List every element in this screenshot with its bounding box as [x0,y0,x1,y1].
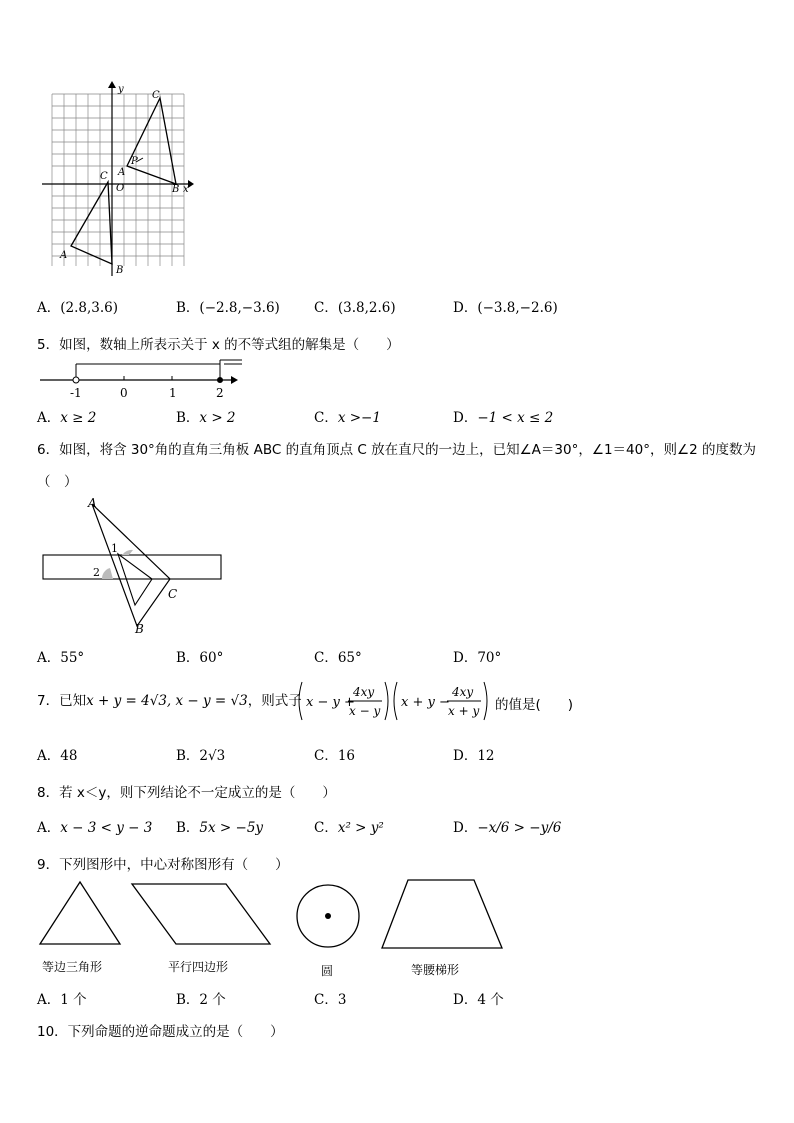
q6-stem-paren: （ ） [37,474,78,490]
q4-option-d[interactable]: D．(−3.8,−2.6) [453,300,558,316]
q4-option-b[interactable]: B．(−2.8,−3.6) [176,300,280,316]
q6-option-a[interactable]: A．55° [37,650,85,666]
isosceles-trapezoid-shape [382,880,502,948]
equilateral-triangle-shape [40,882,120,944]
q6-option-c[interactable]: C．65° [314,650,362,666]
q6-label-1: 1 [111,542,118,555]
q4-label-O: O [116,183,125,194]
svg-text:x − y +: x − y + [306,695,355,710]
q4-grid-figure [38,78,198,280]
q7-option-a[interactable]: A．48 [37,748,78,764]
q9-shape-label-parallelogram: 平行四边形 [168,960,229,974]
q4-label-B1: B [116,265,124,276]
q5-tick-0: 0 [120,386,128,400]
q4-label-x: x [183,184,189,195]
q4-option-c[interactable]: C．(3.8,2.6) [314,300,396,316]
q4-label-P: P [131,156,138,167]
q4-label-C: C [152,90,160,101]
q8-option-d[interactable]: D．−x/6 > −y/6 [453,820,562,836]
q5-option-b[interactable]: B．x > 2 [176,410,236,426]
q4-label-C1: C [100,171,108,182]
q5-tick-1: 1 [169,386,177,400]
q9-shapes-figure [36,876,526,952]
q9-shape-label-circle: 圆 [321,964,334,978]
q7-stem [37,681,302,721]
q7-suffix: 的值是( ) [495,697,574,713]
q6-option-b[interactable]: B．60° [176,650,224,666]
q4-label-y: y [118,84,124,95]
q9-stem: 9．下列图形中，中心对称图形有（ ） [37,857,289,873]
q6-label-A: A [88,496,97,510]
svg-text:x + y: x + y [448,704,480,718]
q8-option-c[interactable]: C．x² > y² [314,820,384,836]
q7-option-d[interactable]: D．12 [453,748,495,764]
q5-tick-neg1: -1 [70,386,82,400]
q5-option-a[interactable]: A．x ≥ 2 [37,410,97,426]
q6-label-2: 2 [93,566,100,579]
svg-text:x − y: x − y [349,704,381,718]
q7-condition: x + y = 4√3, x − y = √3 [86,693,248,709]
q6-option-d[interactable]: D．70° [453,650,502,666]
svg-text:4xy: 4xy [353,685,375,699]
svg-text:4xy: 4xy [452,685,474,699]
q7-expression [296,680,494,722]
q10-stem: 10．下列命题的逆命题成立的是（ ） [37,1024,284,1040]
q9-option-a[interactable]: A．1 个 [37,992,87,1008]
q4-label-A1: A [60,250,68,261]
q9-shape-label-trapezoid: 等腰梯形 [411,963,460,977]
q7-prefix: 7．已知 [37,693,87,709]
q5-stem: 5．如图，数轴上所表示关于 x 的不等式组的解集是（ ） [37,337,400,353]
q7-mid: ，则式子 [247,693,302,709]
q8-option-a[interactable]: A．x − 3 < y − 3 [37,820,153,836]
q6-label-B: B [135,622,144,636]
q9-option-c[interactable]: C．3 [314,992,347,1008]
q8-option-b[interactable]: B．5x > −5y [176,820,264,836]
q7-option-c[interactable]: C．16 [314,748,356,764]
q4-label-B: B [172,184,180,195]
q9-option-d[interactable]: D．4 个 [453,992,504,1008]
q7-option-b[interactable]: B．2√3 [176,748,226,764]
q6-ruler-triangle-figure [40,494,230,636]
q5-tick-2: 2 [216,386,224,400]
q5-option-d[interactable]: D．−1 < x ≤ 2 [453,410,554,426]
parallelogram-shape [132,884,270,944]
q8-stem: 8．若 x＜y，则下列结论不一定成立的是（ ） [37,785,336,801]
q9-option-b[interactable]: B．2 个 [176,992,226,1008]
q6-label-C: C [168,587,178,601]
q5-option-c[interactable]: C．x >−1 [314,410,381,426]
svg-text:x + y −: x + y − [401,695,450,710]
q6-stem: 6．如图，将含 30°角的直角三角板 ABC 的直角顶点 C 放在直尺的一边上，已知∠A＝30°，∠1＝40°，则∠2 的度数为 [37,442,756,458]
q4-label-A: A [118,167,126,178]
q9-shape-label-triangle: 等边三角形 [42,960,103,974]
q4-option-a[interactable]: A．(2.8,3.6) [37,300,119,316]
q5-number-line [38,354,243,400]
